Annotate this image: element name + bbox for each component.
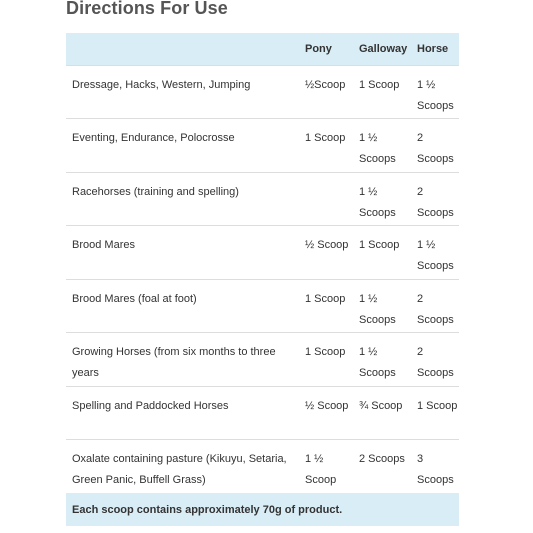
cell-horse: 1 ½ Scoops [417, 239, 454, 272]
footer-row [66, 493, 459, 526]
table-row [66, 65, 459, 119]
cell-use: Brood Mares [72, 239, 135, 251]
cell-galloway: 2 Scoops [359, 453, 405, 465]
table-body [66, 65, 459, 493]
table-footer [66, 493, 459, 526]
table-row [66, 333, 459, 387]
cell-use: Eventing, Endurance, Polocrosse [72, 132, 235, 144]
table-row [66, 119, 459, 173]
cell-pony: 1 Scoop [305, 292, 346, 305]
cell-use: Brood Mares (foal at foot) [72, 292, 197, 305]
cell-horse: 1 Scoop [417, 399, 458, 412]
header-use [66, 33, 299, 65]
cell-galloway: ¾ Scoop [359, 399, 403, 412]
cell-galloway: 1 Scoop [359, 239, 400, 251]
table-row [66, 226, 459, 280]
table-row [66, 279, 459, 333]
cell-pony: ½ Scoop [305, 399, 349, 412]
cell-horse: 2 Scoops [417, 292, 454, 326]
cell-galloway: 1 ½ Scoops [359, 132, 396, 165]
table-row [66, 172, 459, 226]
cell-pony [299, 172, 353, 226]
cell-use: Dressage, Hacks, Western, Jumping [72, 78, 251, 91]
cell-pony: ½Scoop [305, 78, 346, 91]
cell-pony: 1 ½ Scoop [305, 453, 337, 486]
cell-use: Growing Horses (from six months to three years [72, 346, 276, 379]
table-row [66, 386, 459, 440]
cell-horse: 3 Scoops [417, 453, 454, 486]
header-pony: Pony [305, 42, 332, 55]
cell-use: Spelling and Paddocked Horses [72, 399, 229, 412]
cell-horse: 2 Scoops [417, 185, 454, 219]
cell-pony: 1 Scoop [305, 346, 346, 358]
cell-use: Racehorses (training and spelling) [72, 185, 239, 198]
table-header [66, 33, 459, 65]
scoop-note: Each scoop contains approximately 70g of product. [72, 503, 343, 516]
table-row [66, 440, 459, 494]
directions-table [66, 33, 459, 526]
cell-galloway: 1 Scoop [359, 78, 400, 91]
cell-pony: 1 Scoop [305, 132, 346, 144]
cell-pony: ½ Scoop [305, 239, 349, 251]
cell-horse: 2 Scoops [417, 346, 454, 379]
page-title: Directions For Use [66, 0, 228, 18]
cell-horse: 2 Scoops [417, 132, 454, 165]
cell-galloway: 1 ½ Scoops [359, 346, 396, 379]
header-row [66, 33, 459, 65]
cell-horse: 1 ½ Scoops [417, 78, 454, 112]
cell-galloway: 1 ½ Scoops [359, 292, 396, 326]
header-horse: Horse [417, 42, 449, 55]
cell-galloway: 1 ½ Scoops [359, 185, 396, 219]
cell-use: Oxalate containing pasture (Kikuyu, Setaria, Green Panic, Buffell Grass) [72, 453, 287, 486]
header-galloway: Galloway [359, 42, 408, 55]
